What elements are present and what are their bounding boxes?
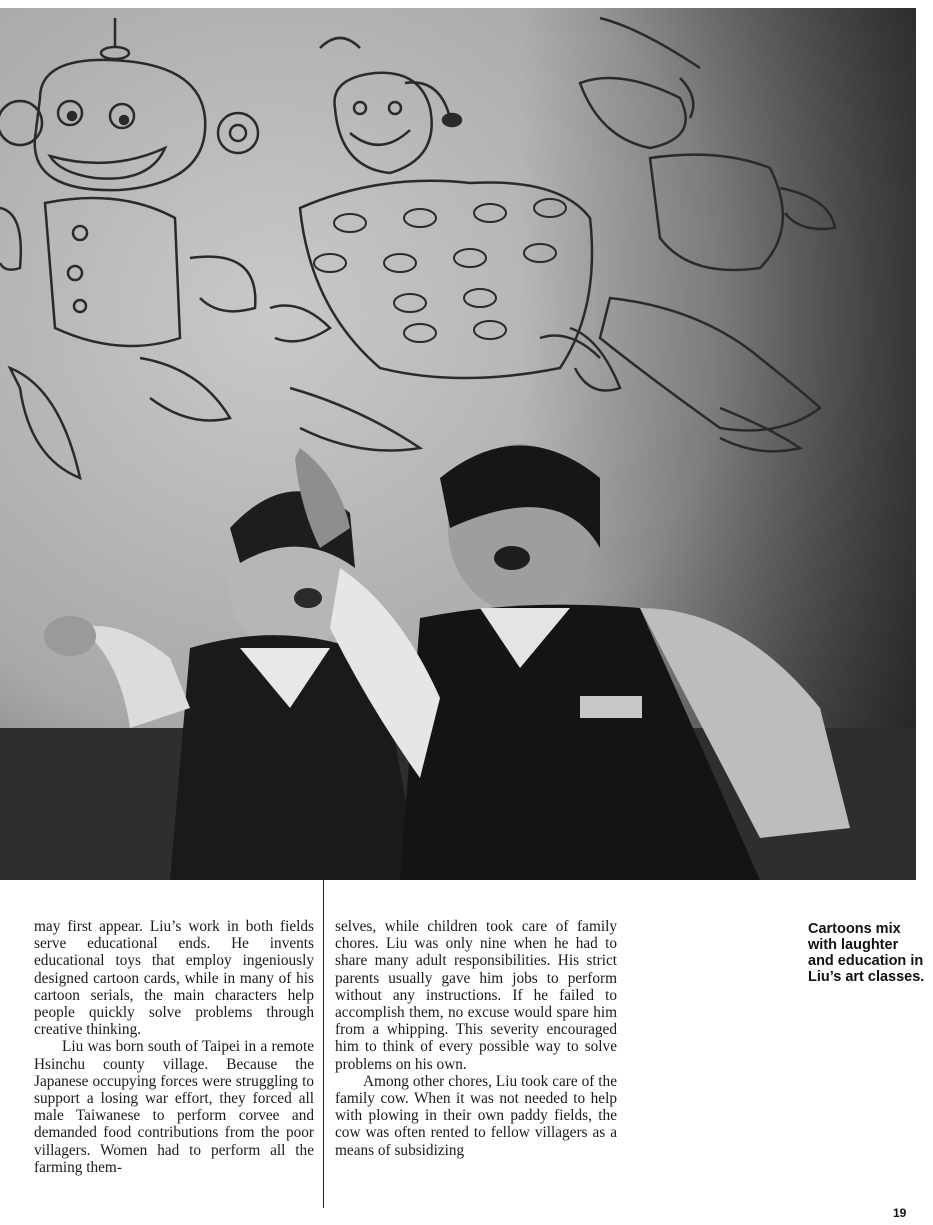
column-divider bbox=[323, 880, 324, 1208]
article-paragraph: may first appear. Liu’s work in both fields serve educational ends. He invents educational toys that employ ingeniously designed cartoon cards, while in many of his cartoon serials, the main characters help people quickly solve problems through creative thinking. bbox=[34, 918, 314, 1039]
photo-caption: Cartoons mix with laughter and education in Liu’s art classes. bbox=[808, 921, 925, 985]
article-column-1 bbox=[34, 918, 314, 1176]
article-paragraph: Liu was born south of Taipei in a remote Hsinchu county village. Because the Japanese occupying forces were struggling to support a losing war effort, they forced all male Taiwanese to perform corvee and demanded food contributions from the poor villagers. Women had to perform all the farming them- bbox=[34, 1038, 314, 1176]
article-column-2 bbox=[335, 918, 617, 1159]
article-paragraph: Among other chores, Liu took care of the family cow. When it was not needed to help with plowing in their own paddy fields, the cow was often rented to fellow villagers as a means of subsidizing bbox=[335, 1072, 617, 1159]
article-paragraph: selves, while children took care of family chores. Liu was only nine when he had to share many adult responsibilities. His strict parents usually gave him jobs to perform without any instructions. If he failed to accomplish them, no excuse would spare him from a whipping. This severity encouraged him to think of every possible way to solve problems on his own. bbox=[335, 918, 617, 1073]
cartoon-classroom-photo bbox=[0, 8, 916, 880]
page-number: 19 bbox=[893, 1206, 907, 1220]
photo-illustration bbox=[0, 8, 916, 880]
